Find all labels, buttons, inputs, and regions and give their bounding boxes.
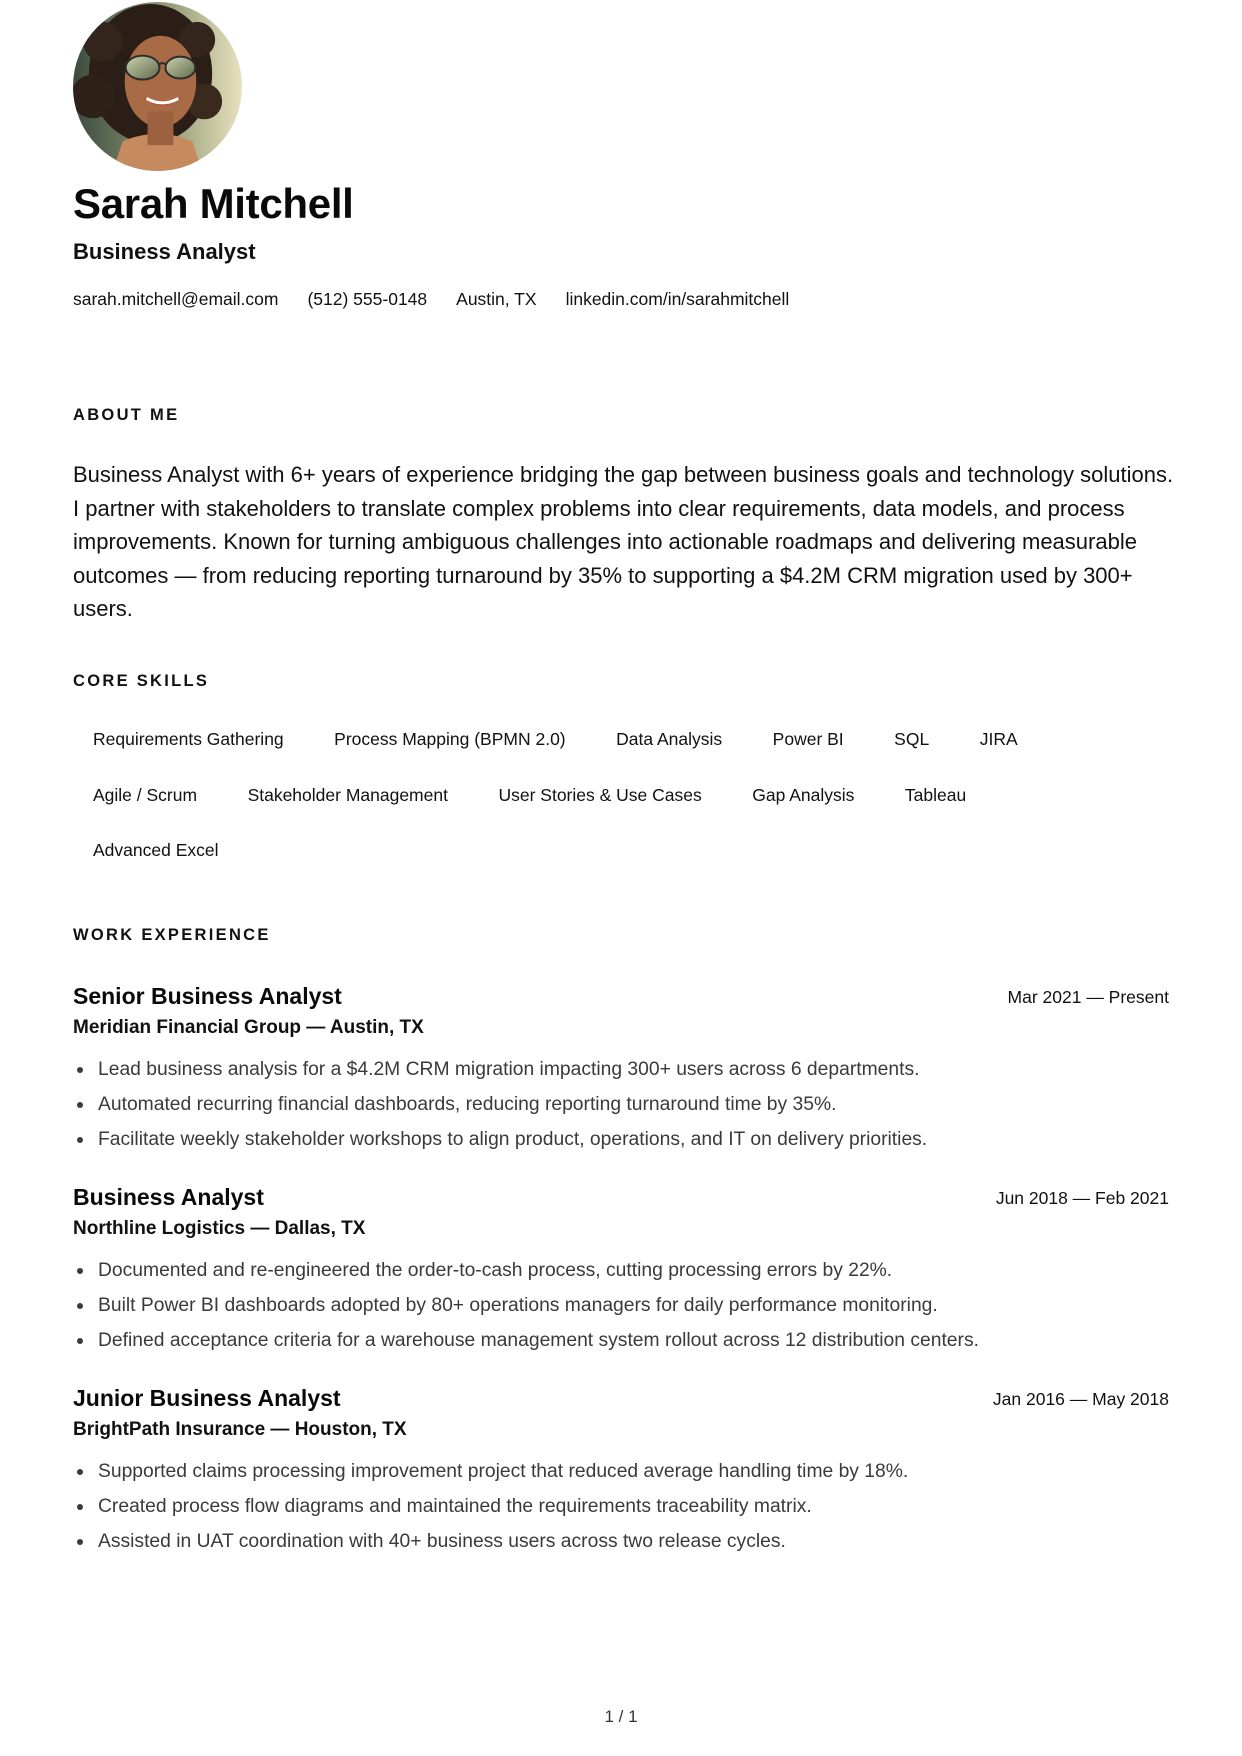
job-bullet: Created process flow diagrams and maintained the requirements traceability matrix. [73,1494,908,1529]
profile-photo [73,2,242,171]
skill-tag: Gap Analysis [752,784,855,805]
job-company: BrightPath Insurance — Houston, TX [73,1419,407,1440]
skills-list [73,728,1183,895]
contact-email[interactable]: sarah.mitchell@email.com [73,289,279,309]
skill-tag: Process Mapping (BPMN 2.0) [334,729,566,749]
skills-section-title: CORE SKILLS [73,672,210,690]
job-bullets [73,1258,979,1363]
job-title: Business Analyst [73,1184,264,1210]
job-dates: Jun 2018 — Feb 2021 [995,1188,1169,1208]
job-bullet: Built Power BI dashboards adopted by 80+ operations managers for daily performance monitoring. [73,1293,979,1328]
job-bullet: Defined acceptance criteria for a warehouse management system rollout across 12 distribution centers. [73,1328,979,1363]
job-company: Meridian Financial Group — Austin, TX [73,1017,424,1038]
experience-section-title: WORK EXPERIENCE [73,926,271,944]
contact-location: Austin, TX [456,289,537,309]
job-dates: Mar 2021 — Present [1007,987,1169,1007]
job-bullet: Lead business analysis for a $4.2M CRM migration impacting 300+ users across 6 departments. [73,1057,927,1092]
skill-tag: SQL [894,729,930,749]
about-section-title: ABOUT ME [73,406,180,424]
job-title: Senior Business Analyst [73,983,342,1009]
skill-tag: Requirements Gathering [93,729,284,749]
candidate-headline: Business Analyst [73,239,256,264]
job-bullets [73,1057,927,1162]
job-bullet: Assisted in UAT coordination with 40+ business users across two release cycles. [73,1529,908,1564]
candidate-name: Sarah Mitchell [73,180,354,227]
skill-tag: Stakeholder Management [247,784,448,805]
contact-info [73,287,818,311]
skill-tag: JIRA [979,729,1018,749]
contact-phone[interactable]: (512) 555-0148 [307,289,428,309]
skills-row [73,784,1183,840]
page-number: 1 / 1 [604,1707,638,1726]
skill-tag: Advanced Excel [93,840,219,860]
skill-tag: Agile / Scrum [93,784,198,805]
job-bullet: Supported claims processing improvement project that reduced average handling time by 18%. [73,1459,908,1494]
job-title: Junior Business Analyst [73,1385,341,1411]
job-bullet: Automated recurring financial dashboards, reducing reporting turnaround time by 35%. [73,1092,927,1127]
job-company: Northline Logistics — Dallas, TX [73,1218,366,1239]
contact-linkedin[interactable]: linkedin.com/in/sarahmitchell [565,289,790,309]
job-dates: Jan 2016 — May 2018 [992,1389,1169,1409]
skills-row [73,839,1183,895]
skill-tag: Data Analysis [616,729,723,749]
skill-tag: Tableau [904,784,967,805]
skill-tag: User Stories & Use Cases [498,784,702,805]
job-bullet: Documented and re-engineered the order-to-cash process, cutting processing errors by 22%. [73,1258,979,1293]
job-bullets [73,1459,908,1564]
job-bullet: Facilitate weekly stakeholder workshops to align product, operations, and IT on delivery priorities. [73,1127,927,1162]
skill-tag: Power BI [772,729,844,749]
skills-row [73,728,1183,784]
about-text: Business Analyst with 6+ years of experience bridging the gap between business goals and technology solutions. I partner with stakeholders to translate complex problems into clear requirements, data models, and process improvements. Known for turning ambiguous challenges into actionable roadmaps and delivering measurable outcomes — from reducing reporting turnaround by 35% to supporting a $4.2M CRM migration used by 300+ users. [73,462,1174,622]
